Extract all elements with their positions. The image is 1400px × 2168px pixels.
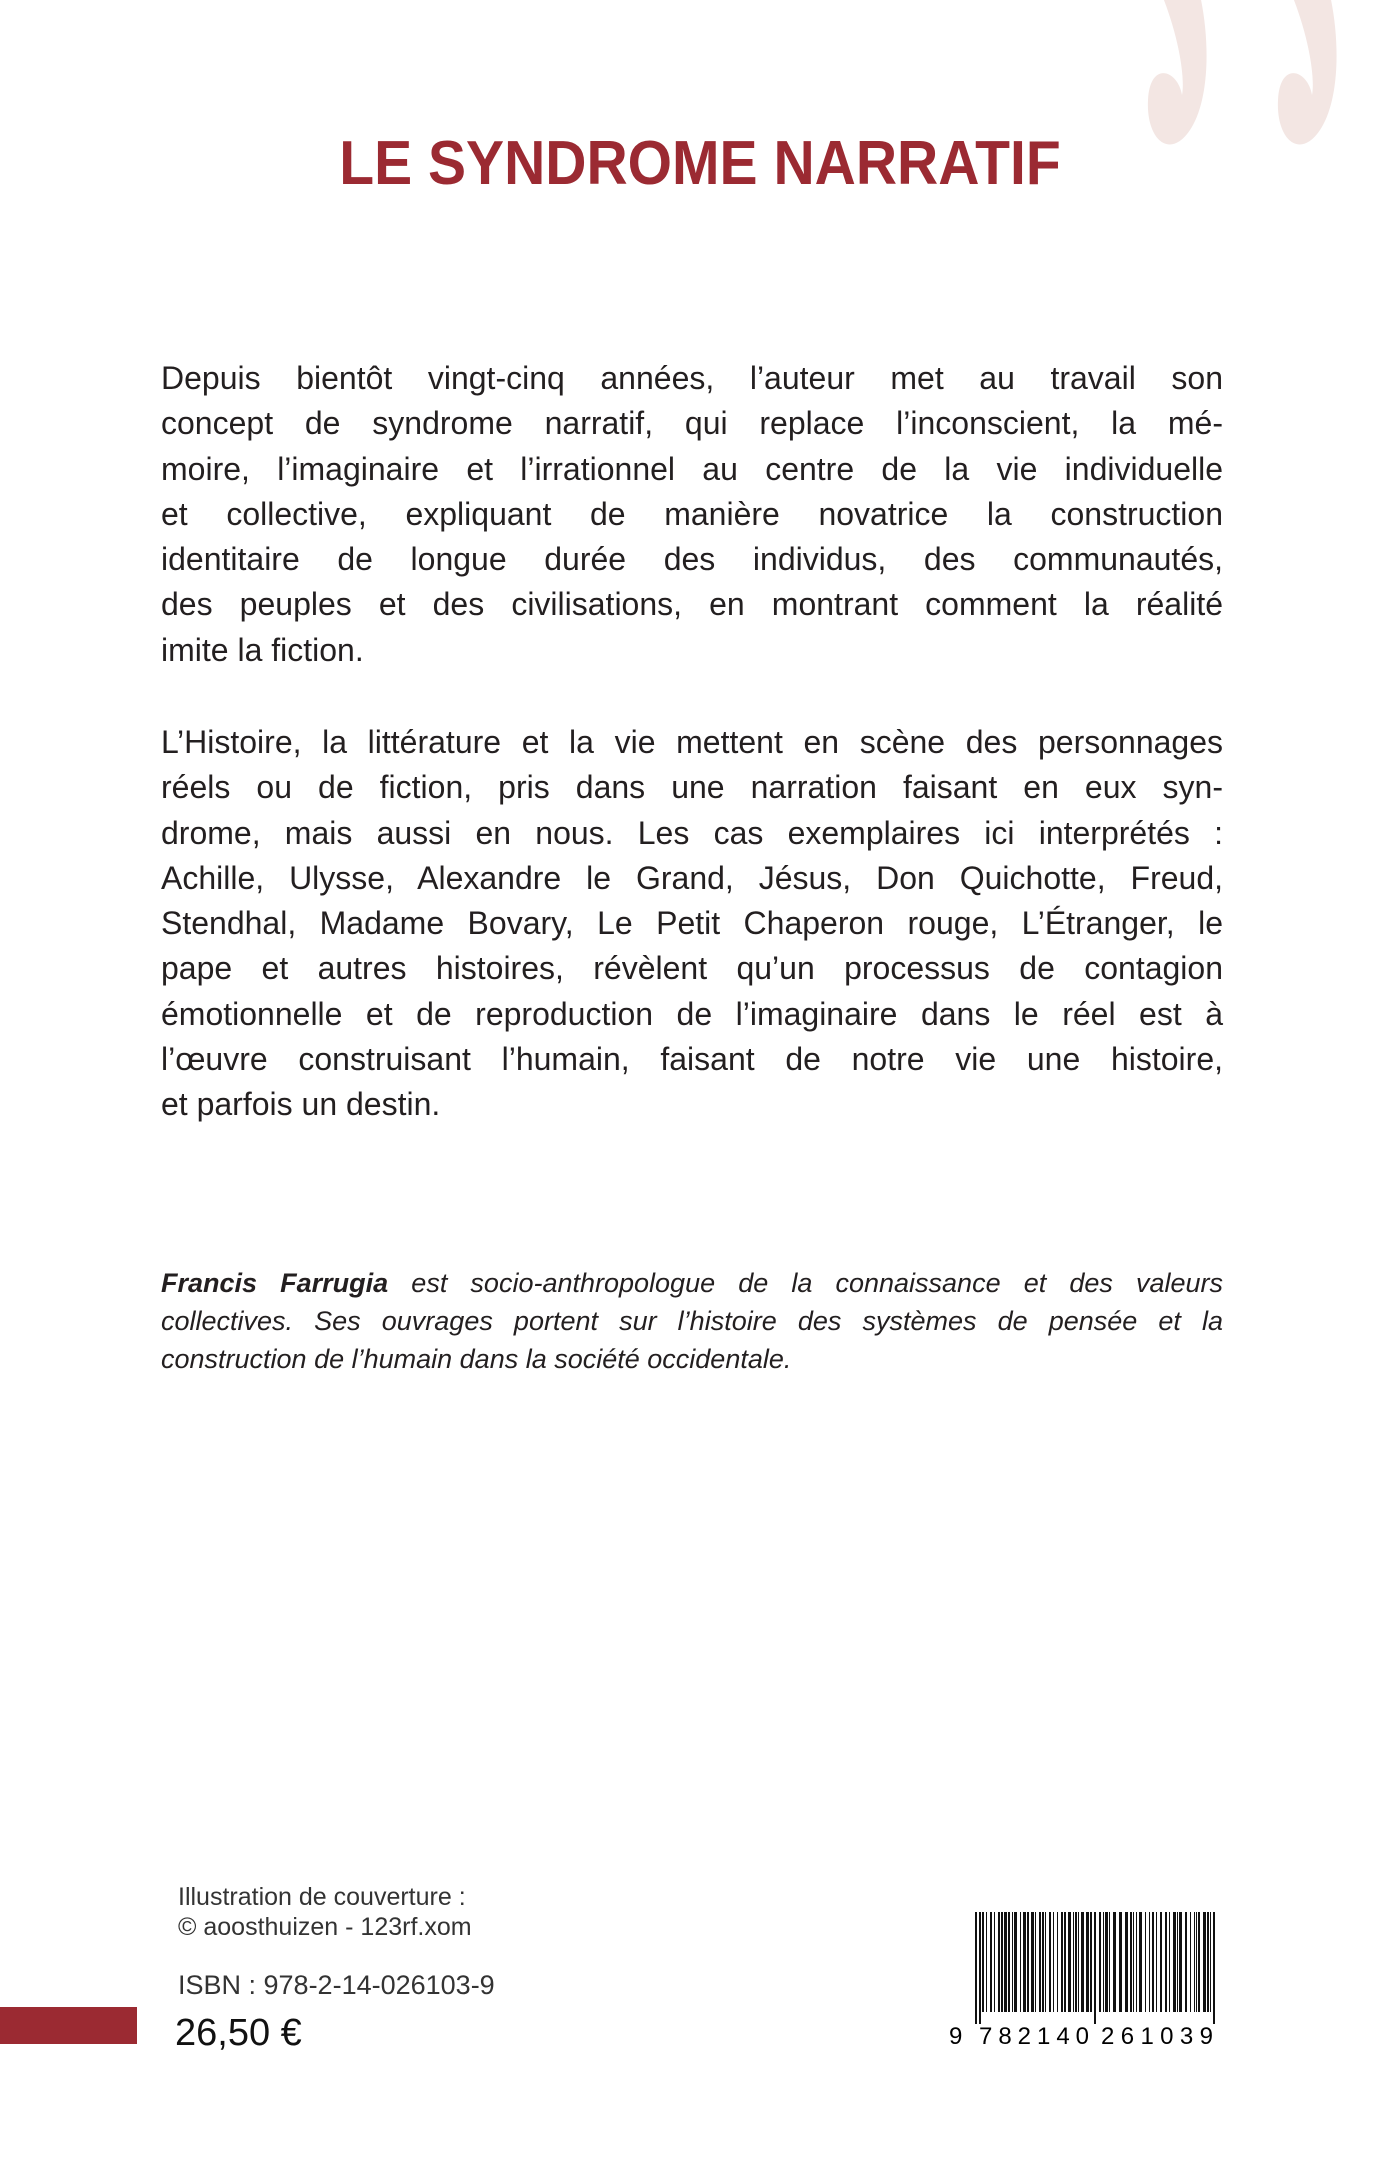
barcode-bar [1057, 1912, 1058, 2012]
barcode-bar [1130, 1912, 1132, 2012]
barcode-bar [1081, 1912, 1084, 2012]
bio-line: collectives. Ses ouvrages portent sur l’histoire des systèmes de pensée et la [161, 1306, 1223, 1336]
text-line: pape et autres histoires, révèlent qu’un processus de contagion [161, 950, 1223, 987]
text-line: Stendhal, Madame Bovary, Le Petit Chaperon rouge, L’Étranger, le [161, 905, 1223, 942]
author-name: Francis Farrugia [161, 1268, 389, 1298]
barcode-bar [1094, 1912, 1096, 2024]
barcode-bar [1190, 1912, 1191, 2012]
barcode-bar [998, 1912, 1000, 2012]
barcode-digits-left: 782140 [979, 2023, 1089, 2050]
text-line: émotionnelle et de reproduction de l’imaginaire dans le réel est à [161, 995, 1223, 1032]
barcode-bar [1109, 1912, 1110, 2012]
barcode-bar [1177, 1912, 1178, 2012]
barcode-bar [990, 1912, 992, 2012]
barcode-bar [1152, 1912, 1154, 2012]
barcode-bar [1213, 1912, 1215, 2024]
barcode [945, 1912, 1235, 2052]
barcode-bar [1103, 1912, 1104, 2012]
barcode-bar [1042, 1912, 1044, 2012]
barcode-bar [979, 1912, 981, 2024]
blurb-paragraph-2 [161, 720, 1223, 1128]
barcode-bar [1210, 1912, 1211, 2012]
price: 26,50 € [175, 2012, 302, 2054]
book-title: LE SYNDROME NARRATIF [339, 129, 1061, 198]
text-line: des peuples et des civilisations, en montrant comment la réalité [161, 586, 1223, 623]
barcode-bar [1156, 1912, 1157, 2012]
barcode-digits-right: 261039 [1101, 2023, 1213, 2050]
text-line: et collective, expliquant de manière novatrice la construction [161, 495, 1223, 532]
accent-bar [0, 2007, 137, 2044]
text-line: réels ou de fiction, pris dans une narration faisant en eux syn- [161, 769, 1223, 806]
barcode-bar [1194, 1912, 1195, 2012]
text-line: drome, mais aussi en nous. Les cas exemplaires ici interprétés : [161, 814, 1223, 851]
barcode-bar [1160, 1912, 1162, 2012]
barcode-bar [1173, 1912, 1176, 2012]
barcode-bar [1203, 1912, 1206, 2012]
barcode-bar [1020, 1912, 1021, 2012]
barcode-bar [1145, 1912, 1146, 2012]
text-line: concept de syndrome narratif, qui replace l’inconscient, la mé- [161, 405, 1223, 442]
barcode-bar [1133, 1912, 1134, 2012]
barcode-bar [1086, 1912, 1089, 2012]
barcode-bar [1012, 1912, 1013, 2012]
text-line: imite la fiction. [161, 631, 364, 668]
barcode-bar [1125, 1912, 1128, 2012]
barcode-bar [1023, 1912, 1026, 2012]
barcode-bar [1099, 1912, 1101, 2012]
barcode-bar [1105, 1912, 1108, 2012]
cover-credit [178, 1882, 472, 1942]
barcode-bar [1139, 1912, 1142, 2012]
isbn: ISBN : 978-2-14-026103-9 [178, 1970, 495, 2000]
blurb-paragraph-1 [161, 356, 1223, 673]
credit-label: Illustration de couverture : [178, 1883, 466, 1911]
barcode-bar [1031, 1912, 1034, 2012]
barcode-bar [975, 1912, 977, 2024]
barcode-bar [1207, 1912, 1209, 2012]
author-bio [161, 1264, 1223, 1378]
credit-source: © aoosthuizen - 123rf.xom [178, 1913, 472, 1941]
barcode-bar [1008, 1912, 1010, 2012]
barcode-bar [982, 1912, 984, 2012]
barcode-bar [1090, 1912, 1092, 2012]
text-line: Achille, Ulysse, Alexandre le Grand, Jésus, Don Quichotte, Freud, [161, 859, 1223, 896]
barcode-bar [1169, 1912, 1170, 2012]
text-line: L’Histoire, la littérature et la vie mettent en scène des personnages [161, 724, 1223, 760]
bio-line: construction de l’humain dans la société occidentale. [161, 1344, 792, 1374]
barcode-bar [1196, 1912, 1197, 2012]
text-line: l’œuvre construisant l’humain, faisant de notre vie une histoire, [161, 1041, 1223, 1078]
barcode-bar [1045, 1912, 1046, 2012]
barcode-bar [1004, 1912, 1007, 2012]
barcode-bar [1198, 1912, 1200, 2012]
text-line: identitaire de longue durée des individus, des communautés, [161, 541, 1223, 578]
barcode-bar [1078, 1912, 1079, 2012]
barcode-bar [1179, 1912, 1182, 2012]
barcode-bar [1119, 1912, 1122, 2012]
barcode-bar [986, 1912, 987, 2012]
barcode-bar [1149, 1912, 1150, 2012]
text-line: et parfois un destin. [161, 1086, 441, 1123]
barcode-bar [1061, 1912, 1063, 2012]
barcode-bar [1068, 1912, 1071, 2012]
barcode-bar [1001, 1912, 1003, 2012]
barcode-bar [1064, 1912, 1066, 2012]
barcode-bar [1049, 1912, 1051, 2012]
barcode-bar [1053, 1912, 1054, 2012]
barcode-digit-first: 9 [949, 2023, 963, 2050]
barcode-bar [1113, 1912, 1116, 2012]
barcode-bar [1075, 1912, 1077, 2012]
text-line: Depuis bientôt vingt-cinq années, l’auteur met au travail son [161, 360, 1223, 396]
barcode-bar [1073, 1912, 1074, 2012]
barcode-bar [1014, 1912, 1017, 2012]
text-line: moire, l’imaginaire et l’irrationnel au centre de la vie individuelle [161, 450, 1223, 487]
barcode-bar [1185, 1912, 1187, 2012]
barcode-bar [1035, 1912, 1036, 2012]
barcode-bar [1027, 1912, 1029, 2012]
barcode-bar [1039, 1912, 1041, 2012]
barcode-bar [1165, 1912, 1167, 2012]
barcode-bar [994, 1912, 995, 2012]
bio-line: est socio-anthropologue de la connaissance et des valeurs [388, 1268, 1223, 1298]
barcode-bar [1136, 1912, 1137, 2012]
